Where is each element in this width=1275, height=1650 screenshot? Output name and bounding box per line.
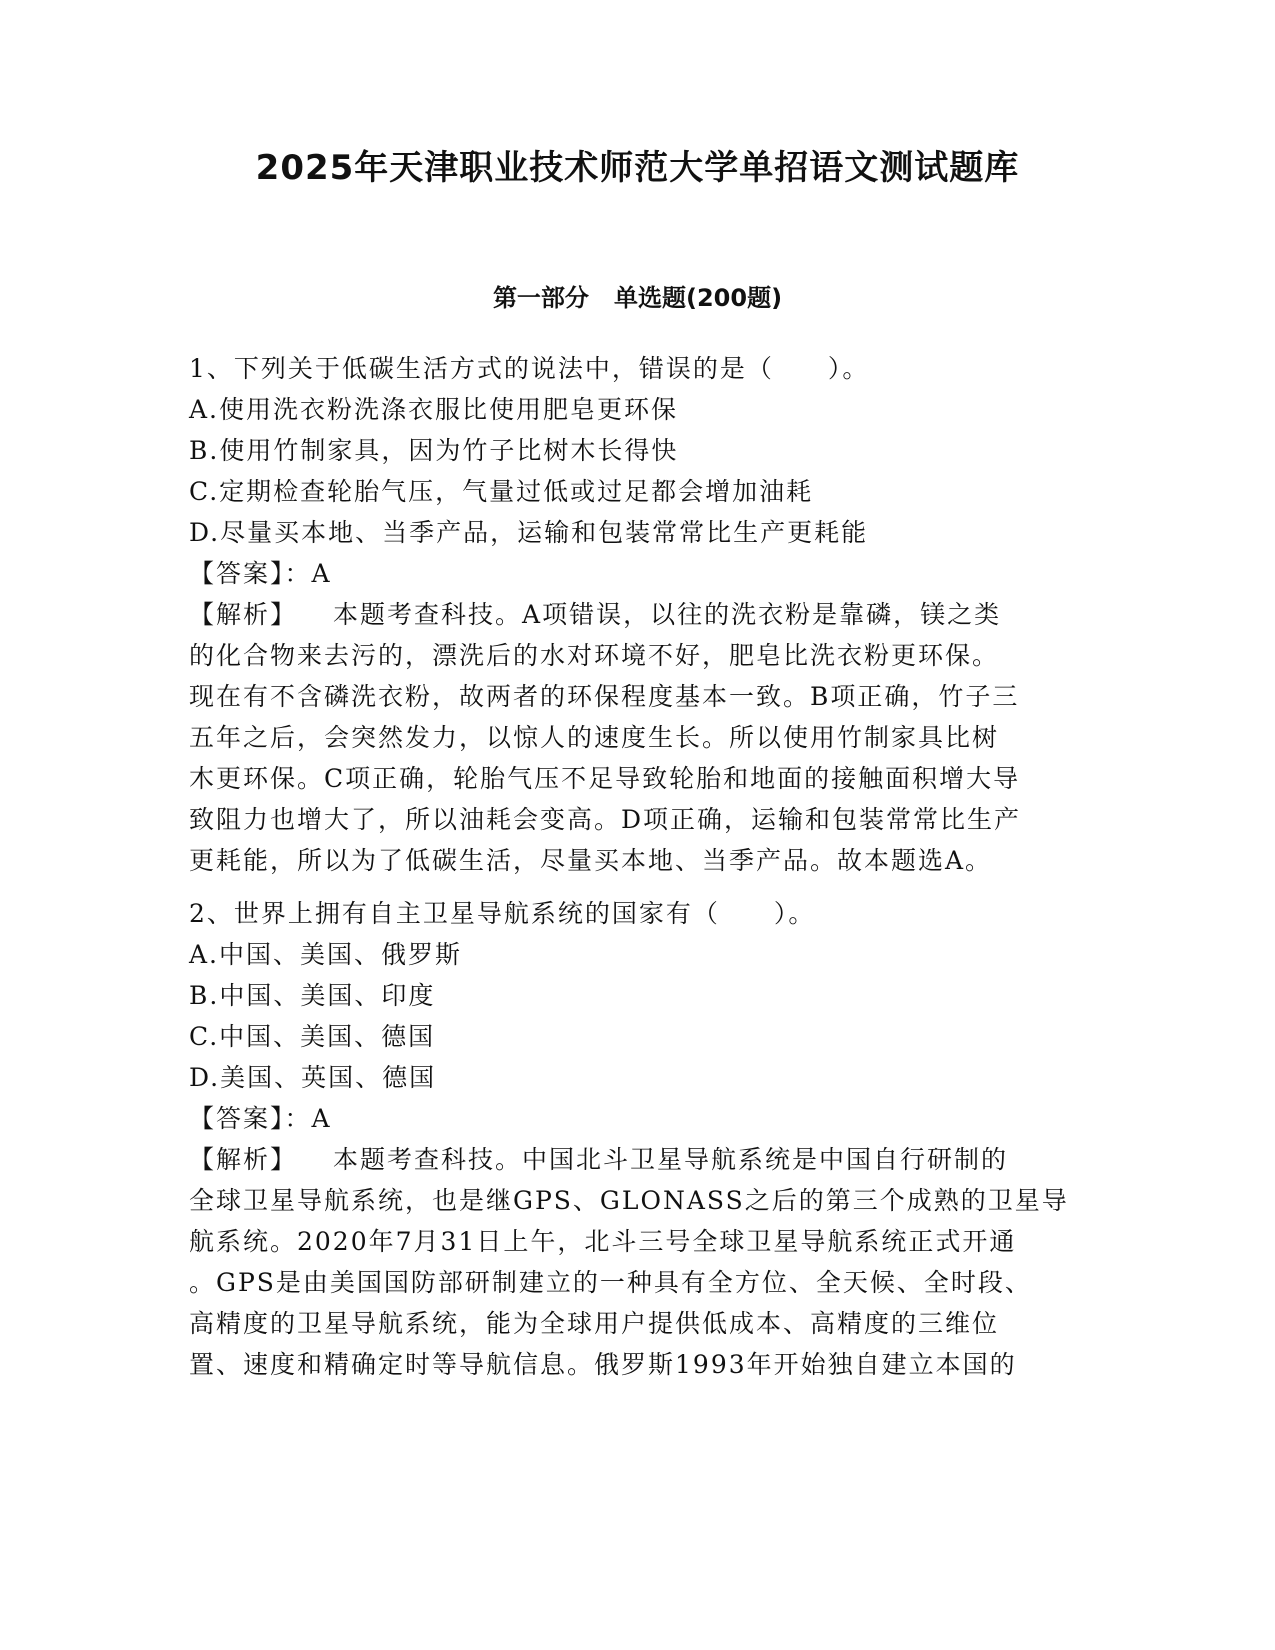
option-a: A.中国、美国、俄罗斯 <box>189 940 463 969</box>
question-stem: 1、下列关于低碳生活方式的说法中，错误的是（ ）。 <box>189 354 870 383</box>
analysis-line: 置、速度和精确定时等导航信息。俄罗斯1993年开始独自建立本国的 <box>189 1350 1017 1379</box>
document-title: 2025年天津职业技术师范大学单招语文测试题库 <box>255 148 1020 188</box>
question-list <box>189 348 1089 1385</box>
analysis-line <box>189 1139 1089 1180</box>
analysis-line: 更耗能，所以为了低碳生活，尽量买本地、当季产品。故本题选A。 <box>189 846 993 875</box>
analysis-line <box>189 594 1089 635</box>
analysis-line: 致阻力也增大了，所以油耗会变高。D项正确，运输和包装常常比生产 <box>189 805 1022 834</box>
analysis-line: 的化合物来去污的，漂洗后的水对环境不好，肥皂比洗衣粉更环保。 <box>189 641 1000 670</box>
answer-line <box>189 553 1089 594</box>
question-stem: 2、世界上拥有自主卫星导航系统的国家有（ ）。 <box>189 899 816 928</box>
question-2 <box>189 893 1089 1385</box>
option-d: D.美国、英国、德国 <box>189 1063 437 1092</box>
analysis-line: 现在有不含磷洗衣粉，故两者的环保程度基本一致。B项正确，竹子三 <box>189 682 1020 711</box>
option-c: C.定期检查轮胎气压，气量过低或过足都会增加油耗 <box>189 477 814 506</box>
answer-value: A <box>311 1104 332 1133</box>
answer-value: A <box>311 559 332 588</box>
section-heading: 第一部分 单选题(200题) <box>492 284 783 312</box>
option-b: B.使用竹制家具，因为竹子比树木长得快 <box>189 436 679 465</box>
analysis-text: 本题考查科技。A项错误，以往的洗衣粉是靠磷，镁之类 <box>333 600 1002 629</box>
answer-label: 【答案】： <box>189 1104 312 1133</box>
analysis-line: 木更环保。C项正确，轮胎气压不足导致轮胎和地面的接触面积增大导 <box>189 764 1021 793</box>
analysis-line: 五年之后，会突然发力，以惊人的速度生长。所以使用竹制家具比树 <box>189 723 1000 752</box>
analysis-line: 高精度的卫星导航系统，能为全球用户提供低成本、高精度的三维位 <box>189 1309 1000 1338</box>
option-d: D.尽量买本地、当季产品，运输和包装常常比生产更耗能 <box>189 518 869 547</box>
option-a: A.使用洗衣粉洗涤衣服比使用肥皂更环保 <box>189 395 679 424</box>
question-1 <box>189 348 1089 881</box>
answer-line <box>189 1098 1089 1139</box>
analysis-label: 【解析】 <box>189 1145 298 1174</box>
analysis-line: 全球卫星导航系统，也是继GPS、GLONASS之后的第三个成熟的卫星导 <box>189 1186 1069 1215</box>
answer-label: 【答案】： <box>189 559 312 588</box>
analysis-text: 本题考查科技。中国北斗卫星导航系统是中国自行研制的 <box>333 1145 1009 1174</box>
analysis-label: 【解析】 <box>189 600 298 629</box>
option-b: B.中国、美国、印度 <box>189 981 436 1010</box>
option-c: C.中国、美国、德国 <box>189 1022 436 1051</box>
analysis-line: 航系统。2020年7月31日上午，北斗三号全球卫星导航系统正式开通 <box>189 1227 1017 1256</box>
analysis-line: 。GPS是由美国国防部研制建立的一种具有全方位、全天候、全时段、 <box>189 1268 1032 1297</box>
